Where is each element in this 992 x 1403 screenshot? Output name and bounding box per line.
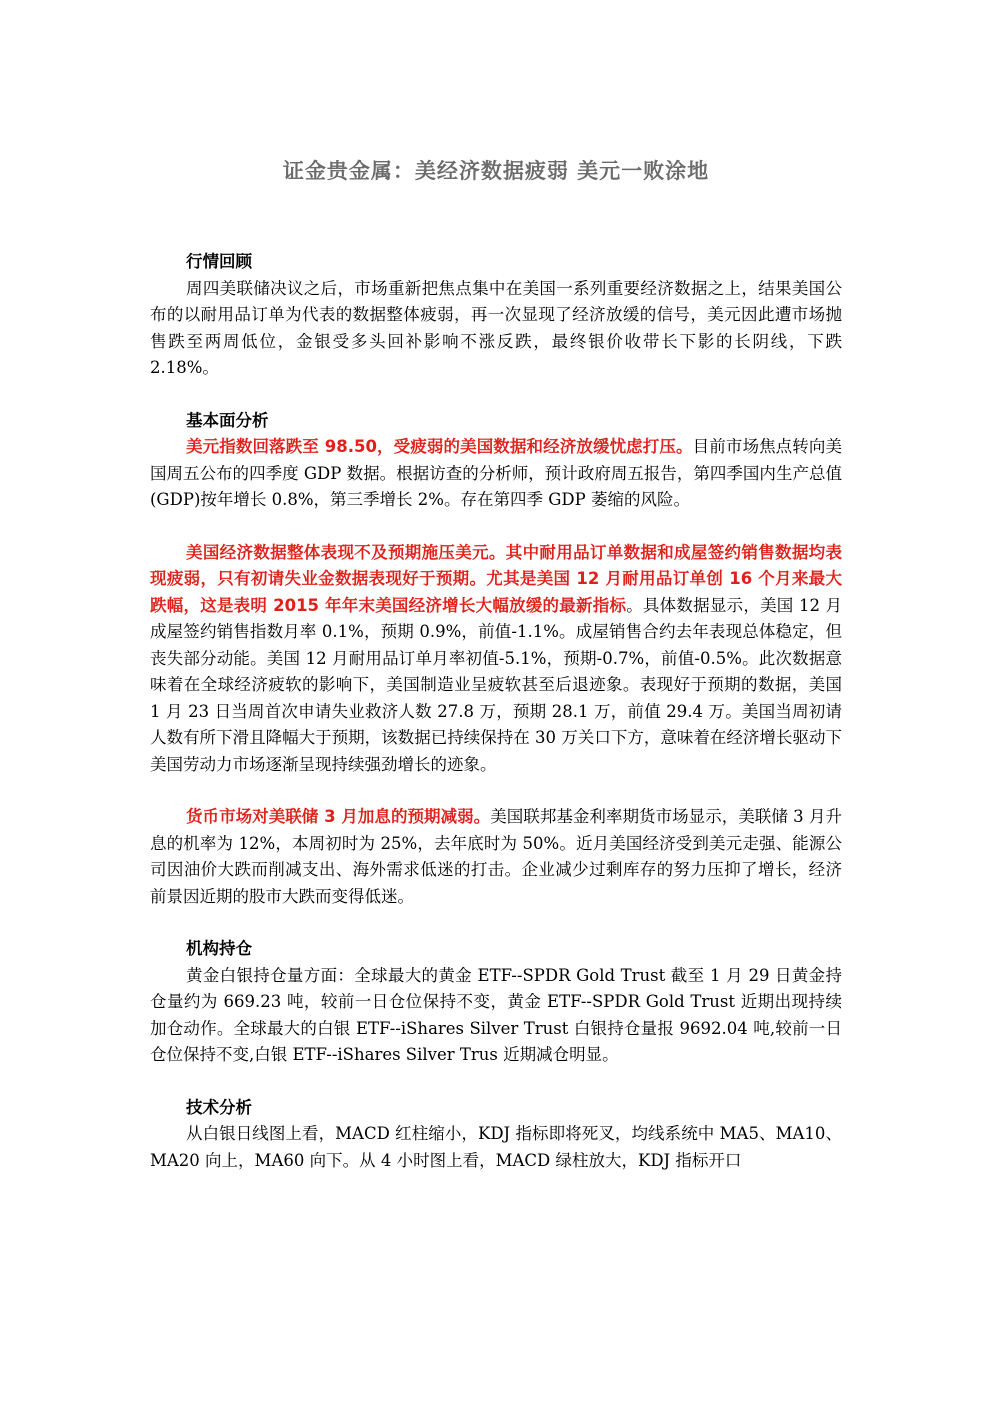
section-heading-positions: 机构持仓 — [186, 939, 252, 958]
section-heading-technical: 技术分析 — [186, 1097, 252, 1117]
paragraph-text: 。具体数据显示，美国 12 月成屋签约销售指数月率 0.1%，预期 0.9%，前值-1.1%。成屋销售合约去年表现总体稳定，但丧失部分动能。美国 12 月耐用品订单月率初值-5.1%，预期-0.7%，前值-0.5%。此次数据意味着在全球经济疲软的影响下，美国制造业呈疲软甚至后退迹象。表现好于预期的数据，美国 1 月 23 日当周首次申请失业救济人数 27.8 万，预期 28.1 万，前值 29.4 万。美国当周初请人数有所下滑且降幅大于预期，该数据已持续保持在 30 万关口下方，意味着在经济增长驱动下美国劳动力市场逐渐呈现持续强劲增长的迹象。 — [150, 595, 842, 774]
highlight-text: 货币市场对美联储 3 月加息的预期减弱。 — [186, 807, 491, 826]
fundamental-paragraph-2 — [150, 540, 842, 779]
technical-paragraph: 从白银日线图上看，MACD 红柱缩小，KDJ 指标即将死叉，均线系统中 MA5、MA10、MA20 向上，MA60 向下。从 4 小时图上看，MACD 绿柱放大，KDJ 指标开口 — [150, 1124, 842, 1170]
section-heading-review: 行情回顾 — [186, 252, 252, 271]
paragraph-text: 目前市场焦点转向美国周五公布的四季度 GDP 数据。根据访查的分析师，预计政府周五报告，第四季国内生产总值(GDP)按年增长 0.8%，第三季增长 2%。存在第四季 GDP 萎缩的风险。 — [150, 437, 843, 509]
highlight-text: 美元指数回落跌至 98.50，受疲弱的美国数据和经济放缓忧虑打压。 — [186, 437, 693, 456]
document-title: 证金贵金属：美经济数据疲弱 美元一败涂地 — [282, 159, 710, 183]
fundamental-paragraph-1 — [150, 434, 842, 514]
fundamental-paragraph-3 — [150, 804, 842, 910]
document-body — [150, 249, 842, 1174]
paragraph-text: 美国联邦基金利率期货市场显示，美联储 3 月升息的机率为 12%，本周初时为 25%，去年底时为 50%。近月美国经济受到美元走强、能源公司因油价大跌而削减支出、海外需求低迷的打击。企业减少过剩库存的努力压抑了增长，经济前景因近期的股市大跌而变得低迷。 — [150, 807, 842, 906]
section-heading-fundamental: 基本面分析 — [186, 410, 269, 430]
positions-paragraph: 黄金白银持仓量方面：全球最大的黄金 ETF--SPDR Gold Trust 截至 1 月 29 日黄金持仓量约为 669.23 吨，较前一日仓位保持不变，黄金 ETF--SPDR Gold Trust 近期出现持续加仓动作。全球最大的白银 ETF--iShares Silver Trust 白银持仓量报 9692.04 吨,较前一日仓位保持不变,白银 ETF--iShares Silver Trus 近期减仓明显。 — [150, 965, 842, 1064]
review-paragraph: 周四美联储决议之后，市场重新把焦点集中在美国一系列重要经济数据之上，结果美国公布的以耐用品订单为代表的数据整体疲弱，再一次显现了经济放缓的信号，美元因此遭市场抛售跌至两周低位，金银受多头回补影响不涨反跌，最终银价收带长下影的长阴线，下跌 2.18%。 — [150, 278, 842, 377]
highlight-text: 美国经济数据整体表现不及预期施压美元。其中耐用品订单数据和成屋签约销售数据均表现疲弱，只有初请失业金数据表现好于预期。尤其是美国 12 月耐用品订单创 16 个月来最大跌幅，这是表明 2015 年年末美国经济增长大幅放缓的最新指标 — [150, 542, 842, 615]
